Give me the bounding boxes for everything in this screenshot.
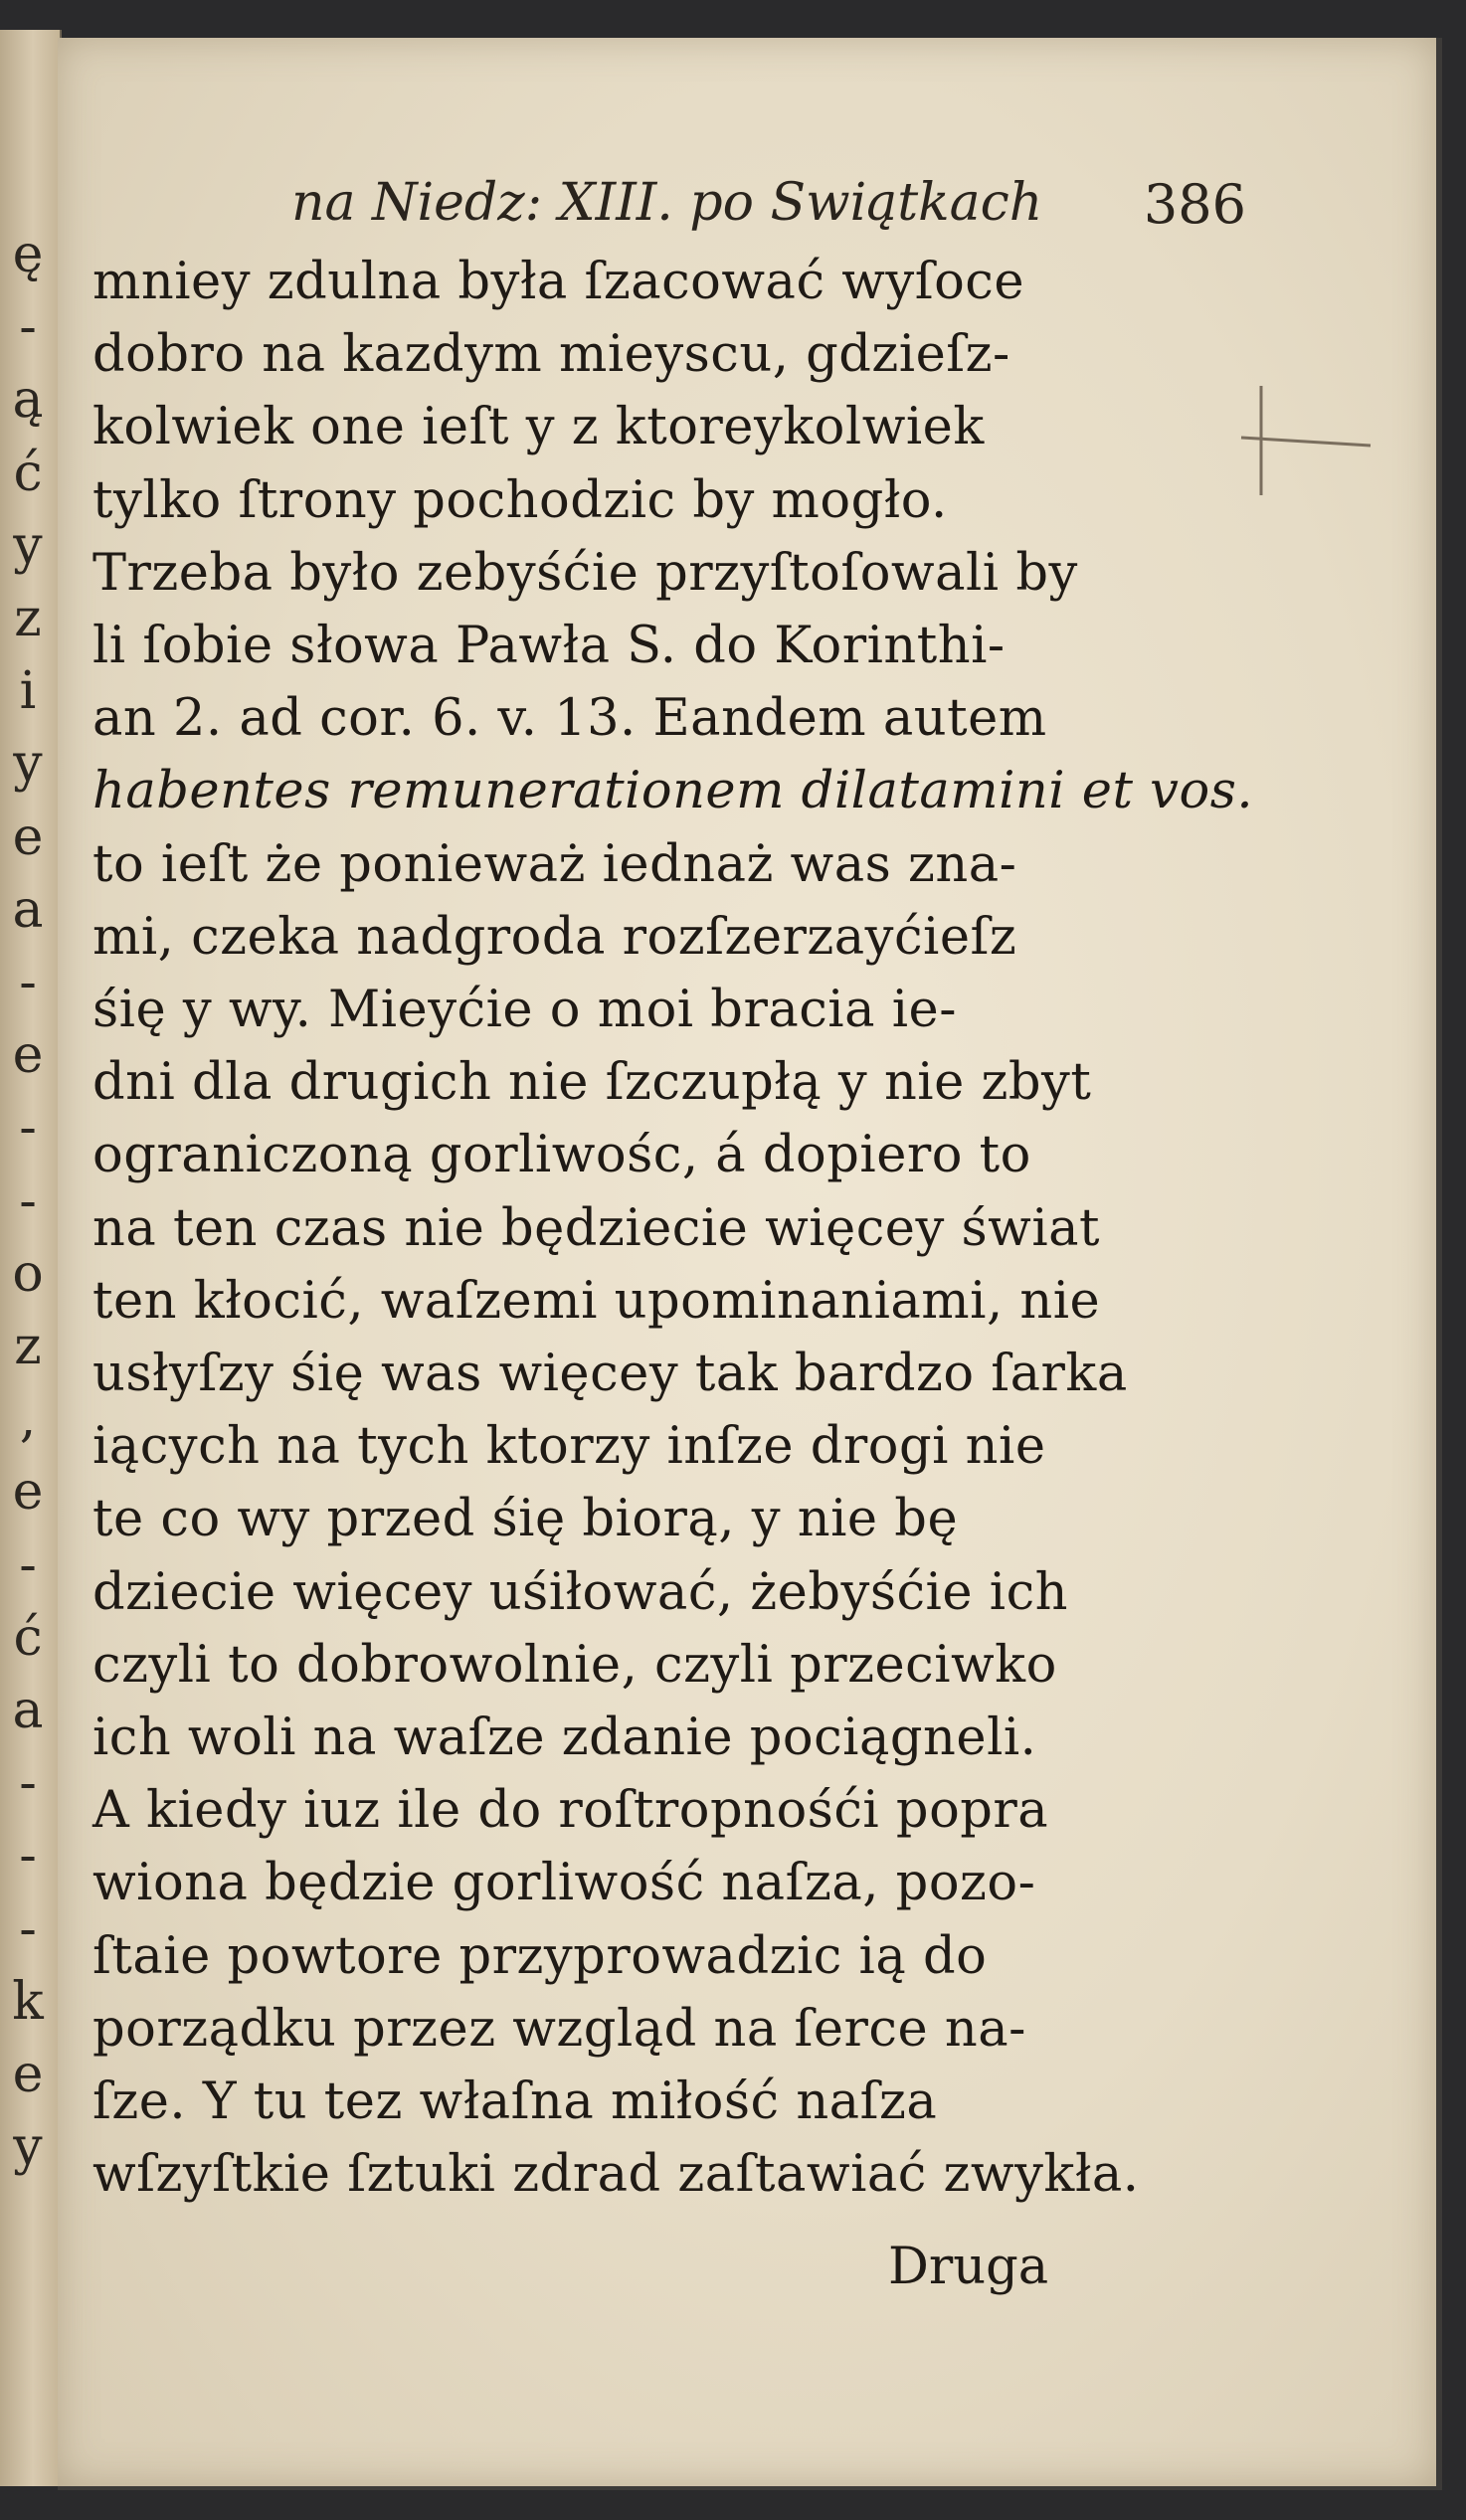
- text-line: A kiedy iuz ile do roſtropnośći popra: [92, 1781, 1049, 1841]
- text-line: to ieſt że ponieważ iednaż was zna-: [92, 834, 1017, 894]
- facing-page-fragment: -: [19, 953, 37, 1012]
- facing-page-fragment: z: [14, 589, 42, 648]
- text-line: czyli to dobrowolnie, czyli przeciwko: [92, 1635, 1057, 1695]
- text-line: dni dla drugich nie ſzczupłą y nie zbyt: [92, 1053, 1092, 1113]
- facing-page-fragment: ą: [12, 370, 44, 431]
- facing-page-fragment: o: [12, 1243, 44, 1304]
- facing-page-fragment: e: [12, 807, 44, 867]
- facing-page-fragment: y: [13, 734, 43, 795]
- pencil-margin-mark: [1221, 366, 1380, 505]
- facing-page-fragment: e: [12, 2045, 44, 2104]
- text-line: dobro na kazdym mieyscu, gdzieſz-: [92, 325, 1010, 385]
- text-line: tylko ſtrony pochodzic by mogło.: [92, 470, 948, 530]
- facing-page-fragment: -: [19, 1898, 37, 1959]
- text-line: wiona będzie gorliwość naſza, pozo-: [92, 1854, 1036, 1913]
- text-line: usłyſzy śię was więcey tak bardzo ſarka: [92, 1345, 1128, 1403]
- facing-page-fragment: e: [12, 1025, 44, 1086]
- facing-page-fragment: z: [14, 1317, 42, 1376]
- text-line: Trzeba było zebyśćie przyſtoſowali by: [92, 543, 1078, 603]
- text-line: ten kłocić, waſzemi upominaniami, nie: [92, 1271, 1101, 1331]
- facing-page-fragment: i: [19, 661, 37, 722]
- facing-page-fragment: ć: [13, 1607, 43, 1668]
- running-head: na Niedz: XIII. po Swiątkach: [291, 173, 1043, 233]
- text-line: ſze. Y tu tez właſna miłość naſza: [92, 2072, 938, 2131]
- facing-page-fragment: a: [12, 879, 44, 940]
- text-line: porządku przez wzgląd na ſerce na-: [92, 1999, 1026, 2059]
- facing-page-fragment: y: [13, 515, 43, 576]
- text-line: mniey zdulna była ſzacować wyſoce: [92, 253, 1025, 311]
- catchword: Druga: [888, 2238, 1049, 2296]
- facing-page-fragment: a: [12, 1681, 44, 1740]
- facing-page-fragment: ć: [13, 443, 43, 503]
- text-line: li ſobie słowa Pawła S. do Korinthi-: [92, 617, 1006, 675]
- text-line: śię y wy. Mieyćie o moi bracia ie-: [92, 981, 957, 1039]
- facing-page-edge: [0, 30, 62, 2486]
- facing-page-fragment: ę: [12, 225, 44, 284]
- text-line: ſtaie powtore przyprowadzic ią do: [92, 1926, 988, 1986]
- facing-page-fragment: -: [19, 1098, 37, 1159]
- facing-page-fragment: -: [19, 297, 37, 358]
- facing-page-fragment: -: [19, 1826, 37, 1887]
- text-line: an 2. ad cor. 6. v. 13. Eandem autem: [92, 689, 1047, 749]
- text-line: wſzyſtkie ſztuki zdrad zaſtawiać zwykła.: [92, 2145, 1140, 2205]
- text-line: habentes remunerationem dilatamini et vos.: [92, 762, 1254, 821]
- facing-page-fragment: y: [13, 2117, 43, 2178]
- facing-page-fragment: -: [19, 1170, 37, 1231]
- text-line: mi, czeka nadgroda rozſzerzayćieſz: [92, 907, 1017, 967]
- text-line: te co wy przed śię biorą, y nie bę: [92, 1490, 959, 1549]
- facing-page-fragment: -: [19, 1534, 37, 1595]
- book-page: [58, 38, 1442, 2490]
- facing-page-fragment: e: [12, 1462, 44, 1523]
- text-line: dziecie więcey uśiłować, żebyśćie ich: [92, 1562, 1068, 1622]
- facing-page-fragment: -: [19, 1753, 37, 1814]
- text-line: na ten czas nie będziecie więcey świat: [92, 1198, 1101, 1258]
- facing-page-fragment: k: [12, 1971, 44, 2032]
- facing-page-fragment: ,: [19, 1389, 37, 1450]
- page-header: [232, 165, 1276, 245]
- text-line: ograniczoną gorliwośc, á dopiero to: [92, 1126, 1031, 1185]
- text-line: kolwiek one ieſt y z ktoreykolwiek: [92, 398, 985, 457]
- text-line: iących na tych ktorzy inſze drogi nie: [92, 1417, 1046, 1477]
- text-line: ich woli na waſze zdanie pociągneli.: [92, 1709, 1037, 1767]
- page-number: 386: [1143, 173, 1246, 236]
